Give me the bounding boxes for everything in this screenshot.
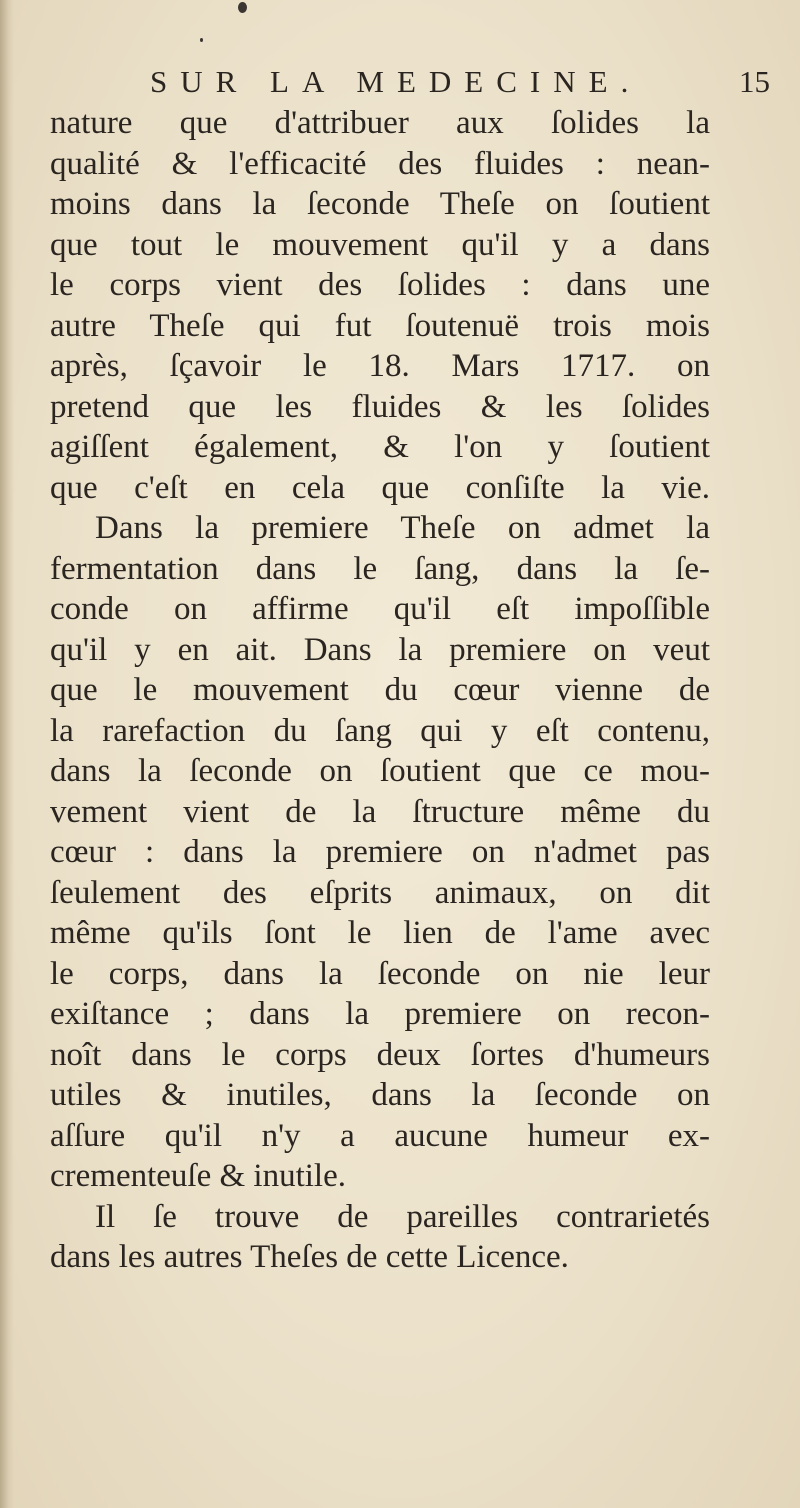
text-line: la rarefaction du ſang qui y eſt contenu,	[50, 712, 710, 749]
text-line: autre Theſe qui fut ſoutenuë trois mois	[50, 307, 710, 344]
text-line: le corps, dans la ſeconde on nie leur	[50, 955, 710, 992]
text-line: vement vient de la ſtructure même du	[50, 793, 710, 830]
text-line: que tout le mouvement qu'il y a dans	[50, 226, 710, 263]
text-line: nature que d'attribuer aux ſolides la	[50, 105, 710, 141]
text-line: crementeuſe & inutile.	[50, 1158, 346, 1194]
page-number: 15	[739, 64, 770, 99]
text-line: fermentation dans le ſang, dans la ſe-	[50, 550, 710, 587]
text-line: pretend que les fluides & les ſolides	[50, 388, 710, 425]
text-line: exiſtance ; dans la premiere on recon-	[50, 996, 710, 1032]
text-line: même qu'ils ſont le lien de l'ame avec	[50, 915, 710, 951]
text-line: après, ſçavoir le 18. Mars 1717. on	[50, 348, 710, 384]
text-line: qu'il y en ait. Dans la premiere on veut	[50, 631, 710, 668]
text-line: noît dans le corps deux ſortes d'humeurs	[50, 1036, 710, 1073]
text-line: Il ſe trouve de pareilles contrarietés	[95, 1198, 710, 1235]
text-line: moins dans la ſeconde Theſe on ſoutient	[50, 186, 710, 222]
text-line: dans la ſeconde on ſoutient que ce mou-	[50, 753, 710, 789]
text-line: cœur : dans la premiere on n'admet pas	[50, 834, 710, 870]
body-text	[50, 103, 710, 1278]
text-line: qualité & l'efficacité des fluides : nean-	[50, 145, 710, 182]
text-line: aſſure qu'il n'y a aucune humeur ex-	[50, 1117, 710, 1154]
text-line: que c'eſt en cela que conſiſte la vie.	[50, 469, 710, 506]
text-line: le corps vient des ſolides : dans une	[50, 267, 710, 303]
text-line: Dans la premiere Theſe on admet la	[95, 510, 710, 546]
running-head-title: SUR LA MEDECINE.	[150, 64, 642, 99]
running-header	[150, 62, 770, 102]
text-line: ſeulement des eſprits animaux, on dit	[50, 874, 710, 911]
ink-speck	[200, 38, 203, 42]
text-line: que le mouvement du cœur vienne de	[50, 672, 710, 708]
text-line: utiles & inutiles, dans la ſeconde on	[50, 1077, 710, 1113]
page-binding-edge	[0, 0, 14, 1508]
text-line: conde on affirme qu'il eſt impoſſible	[50, 591, 710, 627]
text-line: dans les autres Theſes de cette Licence.	[50, 1239, 569, 1275]
ink-speck	[238, 2, 247, 13]
text-line: agiſſent également, & l'on y ſoutient	[50, 429, 710, 465]
